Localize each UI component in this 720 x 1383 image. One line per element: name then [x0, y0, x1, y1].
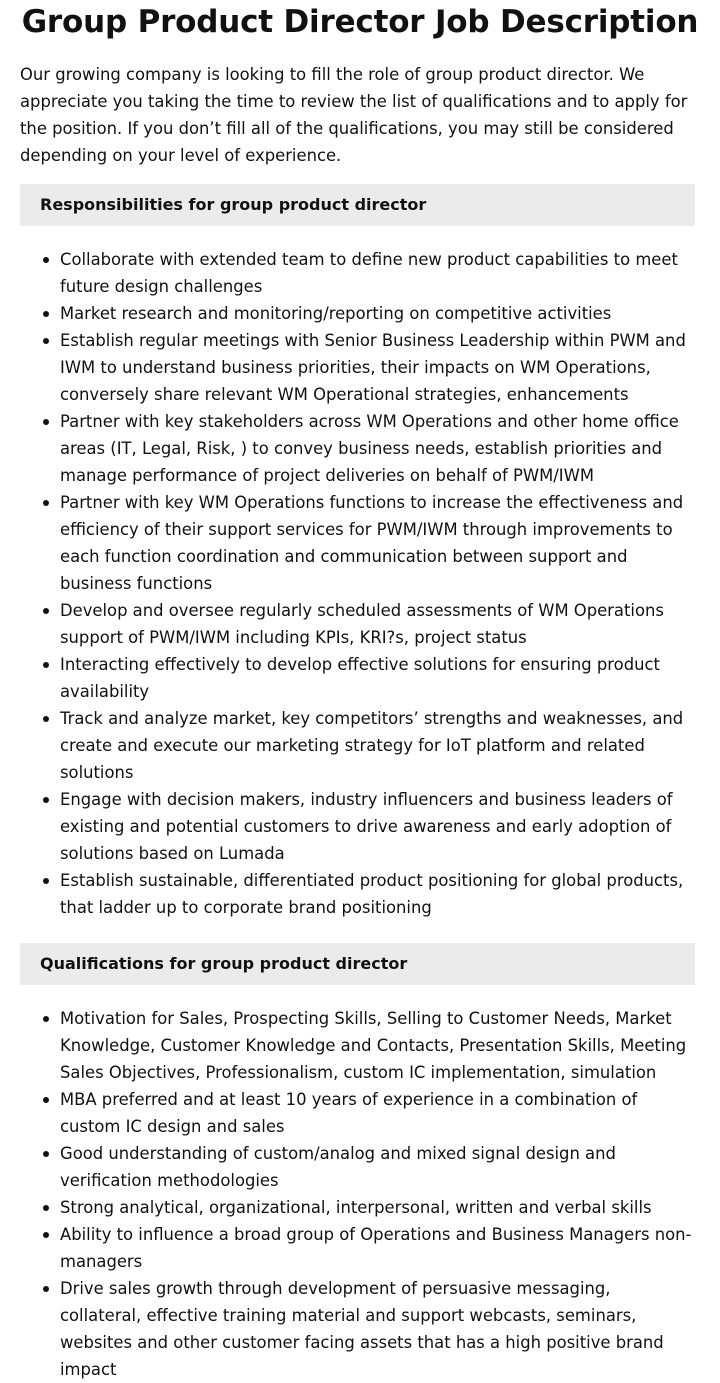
list-item: Track and analyze market, key competitors’ strengths and weaknesses, and create and execute our marketing strategy for IoT platform and related solutions	[60, 705, 694, 786]
list-item: Partner with key WM Operations functions to increase the effectiveness and efficiency of their support services for PWM/IWM through improvements to each function coordination and communication between support and business functions	[60, 489, 694, 597]
intro-paragraph: Our growing company is looking to fill the role of group product director. We appreciate you taking the time to review the list of qualifications and to apply for the position. If you don’t fill all of the qualifications, you may still be considered depending on your level of experience.	[20, 65, 688, 165]
qualifications-heading: Qualifications for group product director	[20, 943, 695, 985]
list-item: Engage with decision makers, industry influencers and business leaders of existing and potential customers to drive awareness and early adoption of solutions based on Lumada	[60, 786, 694, 867]
page-title: Group Product Director Job Description	[21, 4, 699, 40]
list-item: Establish regular meetings with Senior Business Leadership within PWM and IWM to understand business priorities, their impacts on WM Operations, conversely share relevant WM Operational strategies, enhancements	[60, 327, 694, 408]
responsibilities-heading: Responsibilities for group product director	[20, 184, 695, 226]
list-item: Strong analytical, organizational, interpersonal, written and verbal skills	[60, 1194, 694, 1221]
list-item: Good understanding of custom/analog and mixed signal design and verification methodologies	[60, 1140, 694, 1194]
list-item: Develop and oversee regularly scheduled assessments of WM Operations support of PWM/IWM including KPIs, KRI?s, project status	[60, 597, 694, 651]
list-item: Market research and monitoring/reporting on competitive activities	[60, 300, 694, 327]
responsibilities-list	[0, 246, 694, 921]
list-item: Motivation for Sales, Prospecting Skills, Selling to Customer Needs, Market Knowledge, Customer Knowledge and Contacts, Presentation Skills, Meeting Sales Objectives, Professionalism, custom IC implementation, simulation	[60, 1005, 694, 1086]
list-item: Establish sustainable, differentiated product positioning for global products, that ladder up to corporate brand positioning	[60, 867, 694, 921]
qualifications-list	[0, 1005, 694, 1383]
list-item: MBA preferred and at least 10 years of experience in a combination of custom IC design and sales	[60, 1086, 694, 1140]
list-item: Drive sales growth through development of persuasive messaging, collateral, effective training material and support webcasts, seminars, websites and other customer facing assets that has a high positive brand impact	[60, 1275, 694, 1383]
list-item: Ability to influence a broad group of Operations and Business Managers non-managers	[60, 1221, 694, 1275]
list-item: Collaborate with extended team to define new product capabilities to meet future design challenges	[60, 246, 694, 300]
list-item: Partner with key stakeholders across WM Operations and other home office areas (IT, Legal, Risk, ) to convey business needs, establish priorities and manage performance of project deliveries on behalf of PWM/IWM	[60, 408, 694, 489]
list-item: Interacting effectively to develop effective solutions for ensuring product availability	[60, 651, 694, 705]
